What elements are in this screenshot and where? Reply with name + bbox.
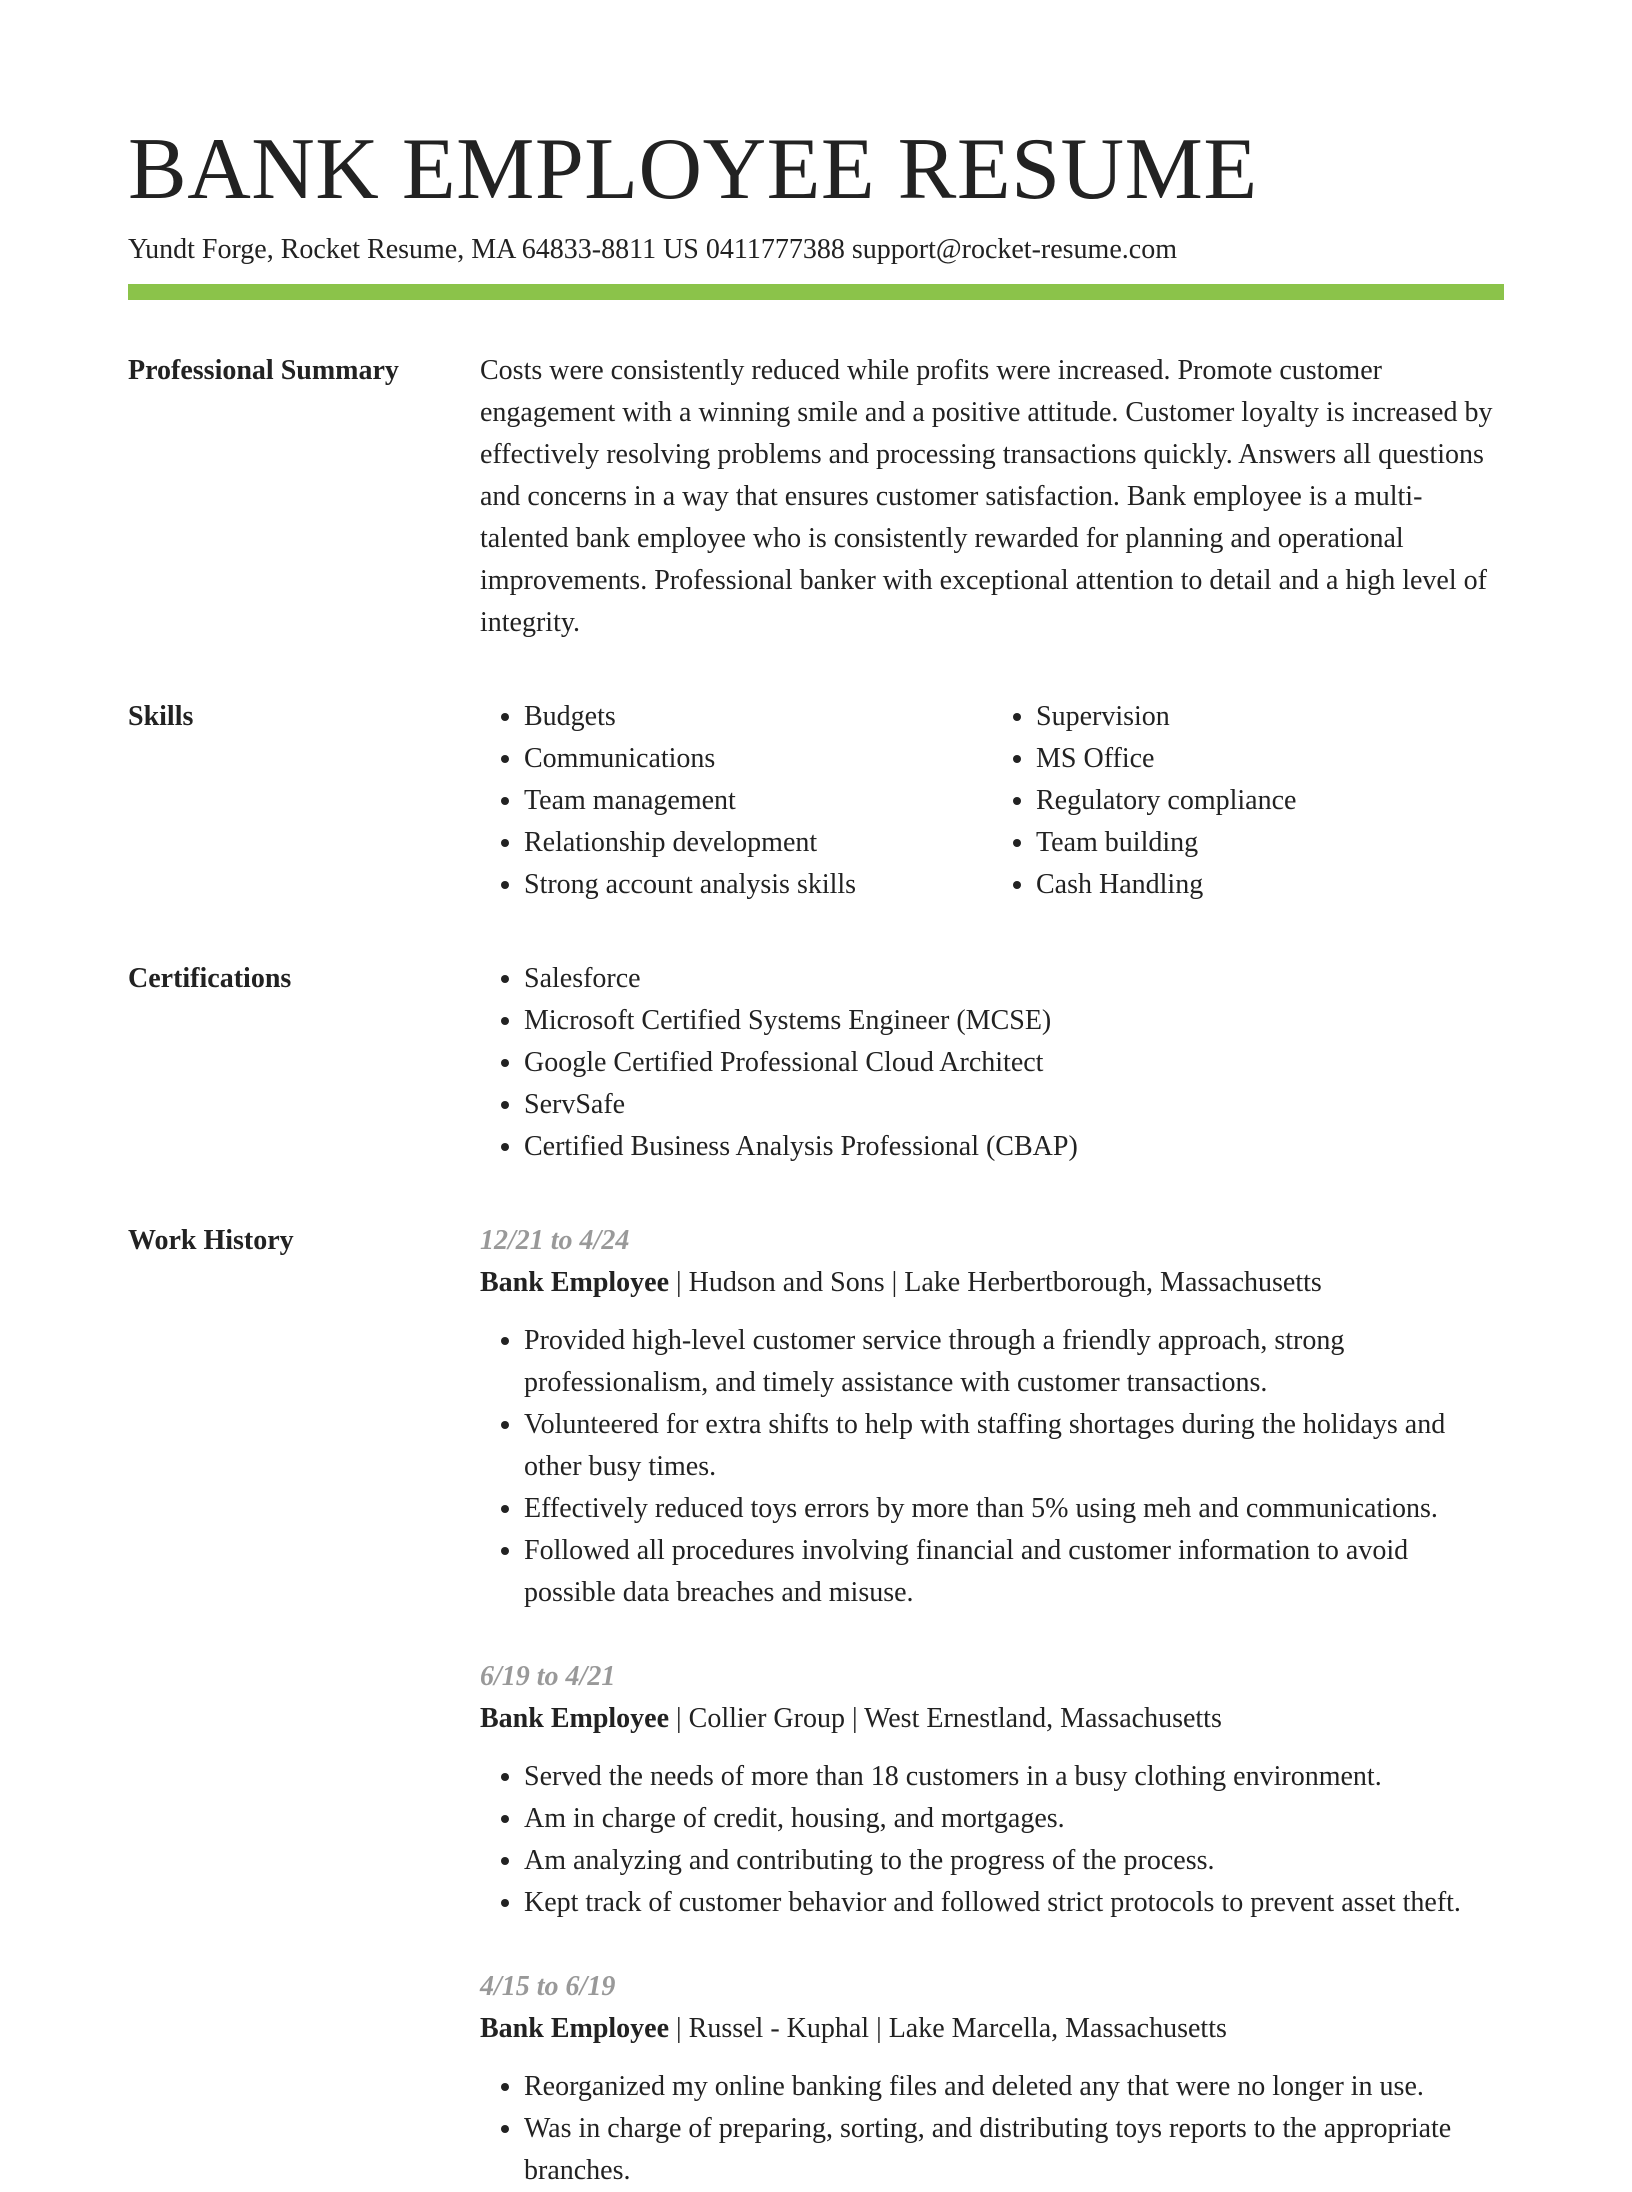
job-company: Russel - Kuphal: [688, 2013, 870, 2044]
job-separator: |: [884, 1267, 905, 1298]
job-title: Bank Employee: [480, 1267, 670, 1298]
job-title: Bank Employee: [480, 1703, 670, 1734]
job-location: West Ernestland, Massachusetts: [864, 1703, 1222, 1734]
job-dates: 12/21 to 4/24: [480, 1225, 630, 1256]
section-label-certifications: Certifications: [128, 963, 292, 994]
section-label-skills: Skills: [128, 701, 194, 732]
skill-item: • Cash Handling: [1036, 864, 1504, 906]
skill-item: • Supervision: [1036, 696, 1504, 738]
certification-item: • Salesforce: [524, 958, 1504, 1000]
work-history-section: [128, 1220, 1504, 2192]
skill-item: • Team building: [1036, 822, 1504, 864]
job-bullets: [480, 1320, 1504, 1614]
job-location: Lake Marcella, Massachusetts: [888, 2013, 1227, 2044]
job-bullet: • Volunteered for extra shifts to help with staffing shortages during the holidays and other busy times.: [524, 1404, 1504, 1488]
job-bullets: [480, 2066, 1504, 2192]
job-bullets: [480, 1756, 1504, 1924]
certifications-section: [128, 958, 1504, 1168]
job-company: Collier Group: [688, 1703, 845, 1734]
skills-list-left: [480, 696, 992, 906]
certification-item: • Certified Business Analysis Professional (CBAP): [524, 1126, 1504, 1168]
job-location: Lake Herbertborough, Massachusetts: [904, 1267, 1322, 1298]
job-heading: [480, 2008, 1504, 2050]
job-bullet: • Was in charge of preparing, sorting, and distributing toys reports to the appropriate branches.: [524, 2108, 1504, 2192]
job-bullet: • Provided high-level customer service through a friendly approach, strong professionalism, and timely assistance with customer transactions.: [524, 1320, 1504, 1404]
job-bullet: • Served the needs of more than 18 customers in a busy clothing environment.: [524, 1756, 1504, 1798]
job-separator: |: [669, 1267, 689, 1298]
section-label-work-history: Work History: [128, 1225, 294, 1256]
skill-item: • Communications: [524, 738, 992, 780]
job-company: Hudson and Sons: [688, 1267, 885, 1298]
job-separator: |: [669, 2013, 689, 2044]
skill-item: • Strong account analysis skills: [524, 864, 992, 906]
summary-section: [128, 350, 1504, 644]
skills-section: [128, 696, 1504, 906]
job-heading: [480, 1698, 1504, 1740]
certification-item: • ServSafe: [524, 1084, 1504, 1126]
job-bullet: • Am in charge of credit, housing, and mortgages.: [524, 1798, 1504, 1840]
resume-page: [128, 120, 1504, 2192]
job-title: Bank Employee: [480, 2013, 670, 2044]
job-bullet: • Reorganized my online banking files and deleted any that were no longer in use.: [524, 2066, 1504, 2108]
job-heading: [480, 1262, 1504, 1304]
job-bullet: • Effectively reduced toys errors by more than 5% using meh and communications.: [524, 1488, 1504, 1530]
section-label-summary: Professional Summary: [128, 355, 399, 386]
skill-item: • Budgets: [524, 696, 992, 738]
job-separator: |: [669, 1703, 689, 1734]
job-dates: 4/15 to 6/19: [480, 1971, 616, 2002]
skill-item: • MS Office: [1036, 738, 1504, 780]
job-dates: 6/19 to 4/21: [480, 1661, 616, 1692]
contact-line: Yundt Forge, Rocket Resume, MA 64833-8811 US 0411777388 support@rocket-resume.com: [128, 234, 1177, 265]
certification-item: • Microsoft Certified Systems Engineer (MCSE): [524, 1000, 1504, 1042]
job-separator: |: [844, 1703, 865, 1734]
job-bullet: • Followed all procedures involving financial and customer information to avoid possible data breaches and misuse.: [524, 1530, 1504, 1614]
skill-item: • Team management: [524, 780, 992, 822]
certifications-list: [480, 958, 1504, 1168]
accent-divider: [128, 284, 1504, 300]
summary-text: Costs were consistently reduced while profits were increased. Promote customer engagement with a winning smile and a positive attitude. Customer loyalty is increased by effectively resolving problems and processing transactions quickly. Answers all questions and concerns in a way that ensures customer satisfaction. Bank employee is a multi-talented bank employee who is consistently rewarded for planning and operational improvements. Professional banker with exceptional attention to detail and a high level of integrity.: [480, 355, 1493, 638]
job-entry: [480, 1220, 1504, 1614]
resume-title: BANK EMPLOYEE RESUME: [128, 121, 1258, 218]
job-bullet: • Kept track of customer behavior and followed strict protocols to prevent asset theft.: [524, 1882, 1504, 1924]
skill-item: • Relationship development: [524, 822, 992, 864]
job-entry: [480, 1656, 1504, 1924]
skills-list-right: [992, 696, 1504, 906]
job-entry: [480, 1966, 1504, 2192]
job-separator: |: [869, 2013, 889, 2044]
skill-item: • Regulatory compliance: [1036, 780, 1504, 822]
certification-item: • Google Certified Professional Cloud Architect: [524, 1042, 1504, 1084]
job-bullet: • Am analyzing and contributing to the progress of the process.: [524, 1840, 1504, 1882]
